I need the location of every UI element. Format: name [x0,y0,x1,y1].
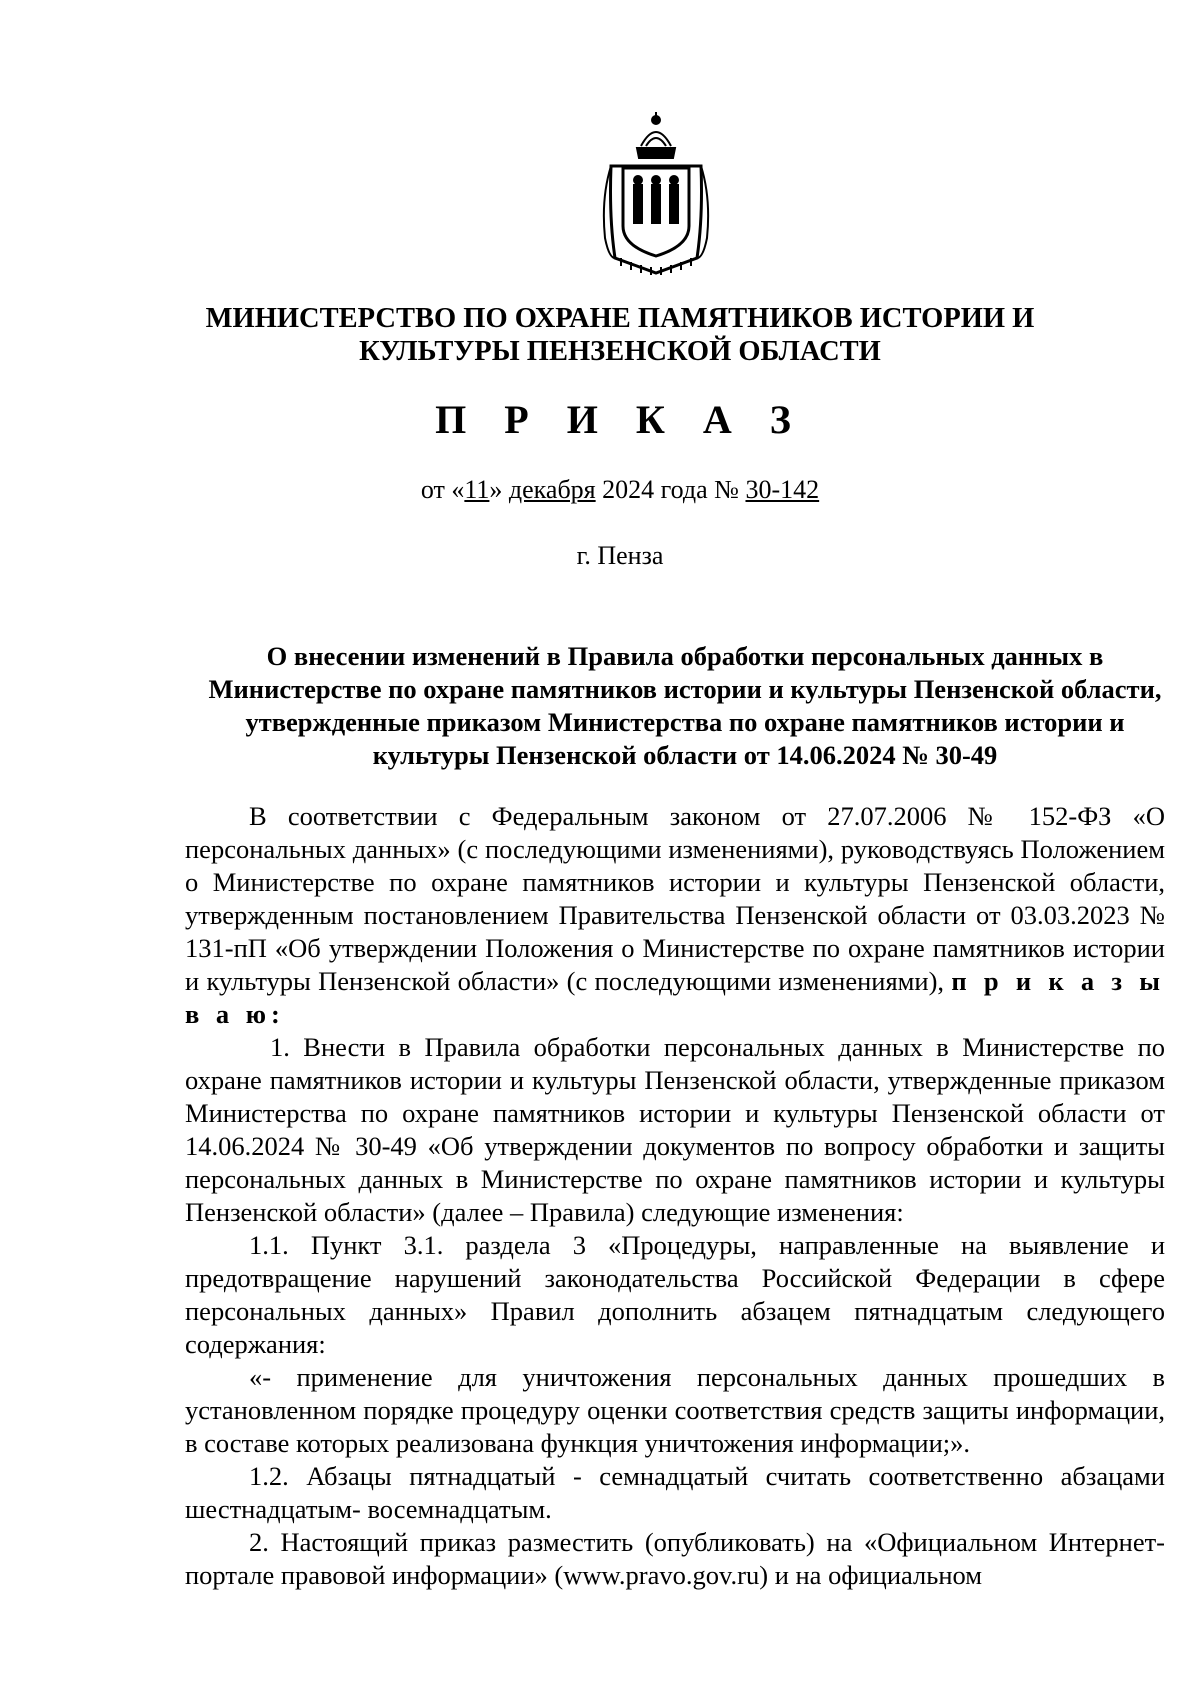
date-month: декабря [508,475,596,504]
ministry-name-line1: МИНИСТЕРСТВО ПО ОХРАНЕ ПАМЯТНИКОВ ИСТОРИИ И [205,303,1035,334]
document-subject: О внесении изменений в Правила обработки персональных данных в Министерстве по охране памятников истории и культуры Пензенской области, утвержденные приказом Министерства по охране памятников истории и культуры Пензенской области от 14.06.2024 № 30-49 [208,641,1162,770]
document-body [185,800,1165,1592]
date-day: 11 [464,475,490,504]
date-mid: » [489,475,509,504]
date-prefix: от « [420,475,465,504]
item-1-paragraph: 1. Внести в Правила обработки персональных данных в Министерстве по охране памятников истории и культуры Пензенской области, утвержденные приказом Министерства по охране памятников истории и культуры Пензенской области от 14.06.2024 № 30-49 «Об утверждении документов по вопросу обработки и защиты персональных данных в Министерстве по охране памятников истории и культуры Пензенской области» (далее – Правила) следующие изменения: [185,1032,1165,1227]
item-2-paragraph: 2. Настоящий приказ разместить (опубликовать) на «Официальном Интернет-портале правовой информации» (www.pravo.gov.ru) и на официальном [185,1527,1165,1590]
city-name: г. Пенза [576,541,664,570]
order-date-line [250,475,990,505]
date-suffix: 2024 года № [595,475,746,504]
preamble-text: В соответствии с Федеральным законом от 27.07.2006 № 152-ФЗ «О персональных данных» (с последующими изменениями), руководствуясь Положением о Министерстве по охране памятников истории и культуры Пензенской области, утвержденным постановлением Правительства Пензенской области от 03.03.2023 № 131-пП «Об утверждении Положения о Министерстве по охране памятников истории и культуры Пензенской области» (с последующими изменениями), [185,801,1165,996]
coat-of-arms-icon [601,108,711,278]
ministry-name [180,302,1060,368]
quote-paragraph: «- применение для уничтожения персональных данных прошедших в установленном порядке процедуру оценки соответствия средств защиты информации, в составе которых реализована функция уничтожения информации;». [185,1362,1165,1458]
document-type-title: П Р И К А З [435,397,805,442]
item-1-2-paragraph: 1.2. Абзацы пятнадцатый - семнадцатый считать соответственно абзацами шестнадцатым- восемнадцатым. [185,1461,1165,1524]
item-1-1-paragraph: 1.1. Пункт 3.1. раздела 3 «Процедуры, направленные на выявление и предотвращение нарушений законодательства Российской Федерации в сфере персональных данных» Правил дополнить абзацем пятнадцатым следующего содержания: [185,1230,1165,1359]
document-number: 30-142 [745,475,820,504]
ministry-name-line2: КУЛЬТУРЫ ПЕНЗЕНСКОЙ ОБЛАСТИ [359,336,881,367]
preamble-paragraph [185,800,1165,1031]
order-word: п р и к а з ы в а ю: [185,966,1165,1029]
